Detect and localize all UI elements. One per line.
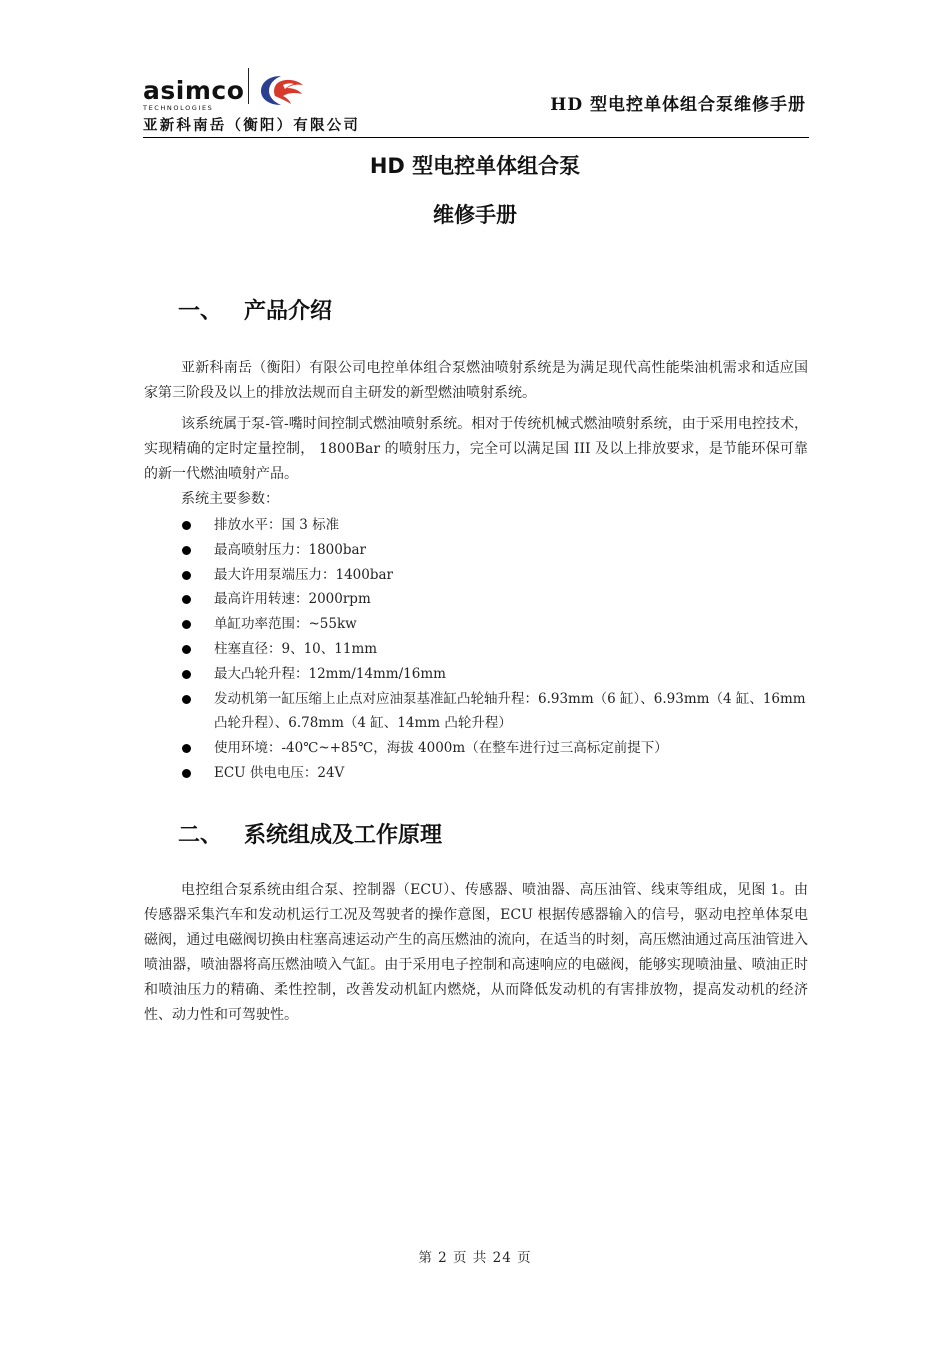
- list-item: [180, 662, 808, 687]
- list-item-text: 最大许用泵端压力：1400bar: [214, 566, 393, 583]
- list-item-text: 最大凸轮升程：12mm/14mm/16mm: [214, 665, 446, 682]
- company-name: 亚新科南岳（衡阳）有限公司: [143, 118, 361, 134]
- list-item: [180, 637, 808, 662]
- list-item: [180, 612, 808, 637]
- list-item-text: 最高许用转速：2000rpm: [214, 591, 371, 608]
- list-item: [180, 687, 808, 737]
- section-heading-1: [178, 294, 332, 325]
- logo-divider: [248, 68, 249, 104]
- list-item: [180, 538, 808, 563]
- list-item-text: 柱塞直径：9、10、11mm: [214, 640, 378, 657]
- bullet-icon: [182, 571, 191, 580]
- list-item: [180, 587, 808, 612]
- logo-text: asimco: [143, 76, 245, 105]
- bullet-icon: [182, 521, 191, 530]
- section-title: 产品介绍: [244, 299, 333, 324]
- list-item: [180, 736, 808, 761]
- list-item-text: 排放水平：国 3 标准: [214, 517, 340, 533]
- section-title: 系统组成及工作原理: [244, 823, 443, 848]
- params-label: 系统主要参数：: [181, 491, 279, 507]
- section-number: 一、: [178, 299, 223, 324]
- list-item: [180, 563, 808, 588]
- bullet-icon: [182, 595, 191, 604]
- header-divider: [143, 137, 809, 138]
- asimco-logo: [143, 78, 244, 112]
- document-title: HD 型电控单体组合泵: [369, 154, 581, 178]
- list-item: [180, 761, 808, 786]
- paragraph-system: 该系统属于泵-管-嘴时间控制式燃油喷射系统。相对于传统机械式燃油喷射系统，由于采用电控技术，实现精确的定时定量控制， 1800Bar 的喷射压力，完全可以满足国 III 及以上排放要求，是节能环保可靠的新一代燃油喷射产品。: [144, 416, 808, 482]
- bullet-icon: [182, 546, 191, 555]
- company-emblem-icon: [257, 72, 307, 112]
- list-item: [180, 513, 808, 538]
- logo-subtext: TECHNOLOGIES: [143, 104, 214, 112]
- bullet-icon: [182, 670, 191, 679]
- bullet-icon: [182, 645, 191, 654]
- bullet-icon: [182, 769, 191, 778]
- bullet-icon: [182, 620, 191, 629]
- list-item-text: 使用环境：-40℃~+85℃，海拔 4000m（在整车进行过三高标定前提下）: [214, 740, 668, 757]
- document-subtitle: 维修手册: [433, 203, 517, 227]
- section-number: 二、: [178, 823, 223, 848]
- bullet-icon: [182, 695, 191, 704]
- paragraph-system-composition: 电控组合泵系统由组合泵、控制器（ECU）、传感器、喷油器、高压油管、线束等组成，见图 1。由传感器采集汽车和发动机运行工况及驾驶者的操作意图，ECU 根据传感器输入的信号，驱动电控单体泵电磁阀，通过电磁阀切换由柱塞高速运动产生的高压燃油的流向，在适当的时刻，高压燃油通过高压油管进入喷油器，喷油器将高压燃油喷入气缸。由于采用电子控制和高速响应的电磁阀，能够实现喷油量、喷油正时和喷油压力的精确、柔性控制，改善发动机缸内燃烧，从而降低发动机的有害排放物，提高发动机的经济性、动力性和可驾驶性。: [144, 882, 808, 1023]
- section-heading-2: [178, 818, 442, 849]
- params-list: [180, 513, 808, 786]
- page-number: 第 2 页 共 24 页: [418, 1250, 532, 1266]
- list-item-text: 发动机第一缸压缩上止点对应油泵基准缸凸轮轴升程：6.93mm（6 缸）、6.93mm（4 缸、16mm 凸轮升程）、6.78mm（4 缸、14mm 凸轮升程）: [214, 690, 806, 732]
- list-item-text: 最高喷射压力：1800bar: [214, 541, 367, 558]
- page-header: [143, 64, 809, 138]
- list-item-text: 单缸功率范围：~55kw: [214, 616, 357, 633]
- paragraph-intro: 亚新科南岳（衡阳）有限公司电控单体组合泵燃油喷射系统是为满足现代高性能柴油机需求和适应国家第三阶段及以上的排放法规而自主研发的新型燃油喷射系统。: [144, 360, 808, 401]
- bullet-icon: [182, 744, 191, 753]
- list-item-text: ECU 供电电压：24V: [214, 764, 345, 781]
- header-doc-title: HD 型电控单体组合泵维修手册: [550, 95, 806, 115]
